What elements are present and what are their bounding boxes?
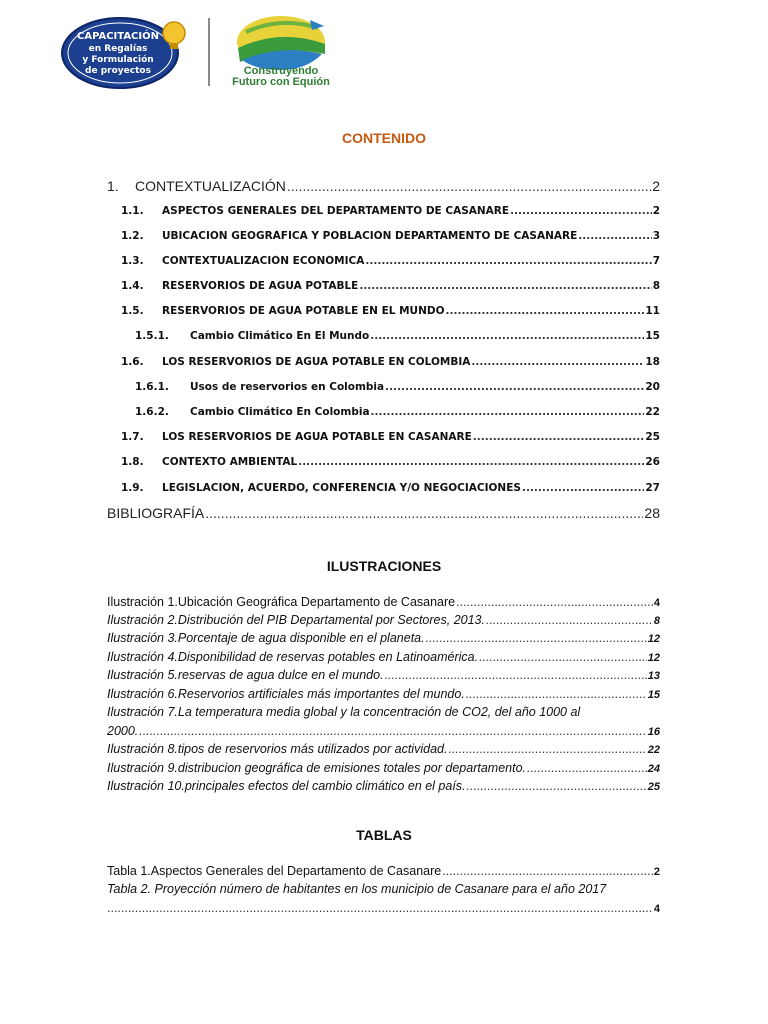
figure-entry[interactable] xyxy=(107,687,660,701)
toc-number: 1.2. xyxy=(121,230,144,242)
toc-page: 2 xyxy=(652,205,660,217)
dot-leader xyxy=(456,595,653,609)
dot-leader xyxy=(467,779,647,793)
figure-entry-continuation[interactable] xyxy=(107,724,660,738)
dot-leader xyxy=(479,650,647,664)
dot-leader xyxy=(287,178,651,194)
figure-page: 12 xyxy=(647,652,660,664)
figure-label: Ilustración 7. xyxy=(107,705,178,719)
figure-text: reservas de agua dulce en el mundo. xyxy=(177,668,384,682)
figure-label: Ilustración 6. xyxy=(107,687,178,701)
figure-text-continuation: 2000. xyxy=(107,724,139,738)
toc-title: Usos de reservorios en Colombia xyxy=(190,381,385,393)
dot-leader xyxy=(359,280,651,292)
logo-left-line1: CAPACITACIÓN xyxy=(76,31,160,42)
dot-leader xyxy=(446,305,645,317)
figure-page: 13 xyxy=(647,670,660,682)
dot-leader xyxy=(486,613,653,627)
toc-title: LEGISLACIÓN, ACUERDO, CONFERENCIA Y/O NEGOCIACIONES xyxy=(162,482,521,494)
table-page: 4 xyxy=(653,903,660,915)
toc-number: 1.6. xyxy=(121,356,144,368)
figure-text: principales efectos del cambio climático en el país. xyxy=(184,779,466,793)
figure-label: Ilustración 5. xyxy=(107,668,178,682)
figure-entry-first-line[interactable] xyxy=(107,705,580,719)
toc-page: 15 xyxy=(645,330,660,342)
logo-divider xyxy=(208,18,210,86)
toc-title: ASPECTOS GENERALES DEL DEPARTAMENTO DE CASANARE xyxy=(162,205,510,217)
figure-text: Reservorios artificiales más importantes del mundo. xyxy=(177,687,465,701)
equion-logo xyxy=(226,14,336,96)
toc-page: 27 xyxy=(645,482,660,494)
logo-left-line4: de proyectos xyxy=(85,66,151,76)
toc-number: 1.6.1. xyxy=(135,381,169,393)
figure-page: 16 xyxy=(647,726,660,738)
toc-entry[interactable] xyxy=(121,280,660,292)
toc-entry[interactable] xyxy=(121,356,660,368)
toc-entry[interactable] xyxy=(107,505,660,521)
dot-leader xyxy=(473,431,645,443)
figure-page: 12 xyxy=(647,633,660,645)
table-entry[interactable] xyxy=(107,864,660,878)
dot-leader xyxy=(527,761,647,775)
toc-title: RESERVORIOS DE AGUA POTABLE xyxy=(162,280,359,292)
figure-label: Ilustración 8. xyxy=(107,742,178,756)
toc-number: 1.3. xyxy=(121,255,144,267)
toc-entry[interactable] xyxy=(135,406,660,418)
toc-page: 11 xyxy=(645,305,660,317)
toc-page: 22 xyxy=(645,406,660,418)
figure-label: Ilustración 2. xyxy=(107,613,178,627)
figure-label: Ilustración 1. xyxy=(107,595,178,609)
figure-page: 25 xyxy=(647,781,660,793)
toc-number: 1. xyxy=(107,178,119,194)
toc-number: 1.5. xyxy=(121,305,144,317)
toc-entry[interactable] xyxy=(121,205,660,217)
toc-title: RESERVORIOS DE AGUA POTABLE EN EL MUNDO xyxy=(162,305,445,317)
figure-page: 8 xyxy=(653,615,660,627)
figure-text: Distribución del PIB Departamental por Sectores, 2013. xyxy=(177,613,485,627)
toc-number: 1.6.2. xyxy=(135,406,169,418)
toc-entry[interactable] xyxy=(107,178,660,194)
toc-entry[interactable] xyxy=(135,381,660,393)
figure-entry[interactable] xyxy=(107,595,660,609)
dot-leader xyxy=(365,255,651,267)
toc-title: CONTEXTO AMBIENTAL xyxy=(162,456,298,468)
toc-page: 28 xyxy=(644,505,660,521)
toc-title: UBICACIÓN GEOGRÁFICA Y POBLACIÓN DEPARTAMENTO DE CASANARE xyxy=(162,230,578,242)
toc-number: 1.7. xyxy=(121,431,144,443)
toc-number: 1.1. xyxy=(121,205,144,217)
figure-label: Ilustración 3. xyxy=(107,631,178,645)
dot-leader xyxy=(426,631,647,645)
toc-page: 2 xyxy=(652,178,660,194)
dot-leader xyxy=(522,482,644,494)
tablas-heading: TABLAS xyxy=(356,827,412,843)
toc-page: 8 xyxy=(652,280,660,292)
toc-number: 1.9. xyxy=(121,482,144,494)
figure-page: 24 xyxy=(647,763,660,775)
figure-label: Ilustración 10. xyxy=(107,779,185,793)
toc-page: 18 xyxy=(645,356,660,368)
toc-title: CONTEXTUALIZACIÓN ECONÓMICA xyxy=(162,255,365,267)
figure-entry[interactable] xyxy=(107,742,660,756)
logo-left-line2: en Regalías xyxy=(88,44,148,54)
logo-left-line3: y Formulación xyxy=(82,55,154,65)
toc-page: 3 xyxy=(652,230,660,242)
toc-entry[interactable] xyxy=(121,230,660,242)
toc-title: BIBLIOGRAFÍA xyxy=(107,505,205,521)
toc-title: LOS RESERVORIOS DE AGUA POTABLE EN CASANARE xyxy=(162,431,472,443)
dot-leader xyxy=(205,505,643,521)
toc-entry[interactable] xyxy=(121,255,660,267)
dot-leader xyxy=(298,456,644,468)
figure-page: 4 xyxy=(653,597,660,609)
dot-leader xyxy=(370,330,644,342)
toc-entry[interactable] xyxy=(135,330,660,342)
dot-leader xyxy=(371,406,645,418)
logo-right-line2: Futuro con Equión xyxy=(232,76,330,88)
figure-text: Disponibilidad de reservas potables en Latinoamérica. xyxy=(177,650,479,664)
toc-number: 1.5.1. xyxy=(135,330,169,342)
dot-leader xyxy=(510,205,652,217)
toc-page: 26 xyxy=(645,456,660,468)
figure-text: distribucion geográfica de emisiones totales por departamento. xyxy=(177,761,526,775)
figure-text: tipos de reservorios más utilizados por actividad. xyxy=(177,742,448,756)
figure-text: Ubicación Geográfica Departamento de Casanare xyxy=(177,595,456,609)
ilustraciones-heading: ILUSTRACIONES xyxy=(326,558,442,574)
table-page: 2 xyxy=(653,866,660,878)
figure-entry[interactable] xyxy=(107,650,660,664)
figure-page: 15 xyxy=(647,689,660,701)
table-label: Tabla 1. xyxy=(107,864,151,878)
figure-entry[interactable] xyxy=(107,613,660,627)
dot-leader xyxy=(107,901,653,915)
dot-leader xyxy=(385,381,644,393)
capacitacion-logo xyxy=(60,15,190,90)
toc-entry[interactable] xyxy=(121,482,660,494)
toc-title: Cambio Climático En El Mundo xyxy=(190,330,370,342)
toc-entry[interactable] xyxy=(121,456,660,468)
dot-leader xyxy=(466,687,647,701)
figure-label: Ilustración 4. xyxy=(107,650,178,664)
dot-leader xyxy=(385,668,647,682)
table-text: Aspectos Generales del Departamento de Casanare xyxy=(150,864,442,878)
figure-label: Ilustración 9. xyxy=(107,761,178,775)
table-text: Proyección número de habitantes en los municipio de Casanare para el año 2017 xyxy=(154,882,607,896)
figure-text: Porcentaje de agua disponible en el planeta. xyxy=(177,631,425,645)
toc-page: 20 xyxy=(645,381,660,393)
dot-leader xyxy=(578,230,651,242)
figure-entry[interactable] xyxy=(107,668,660,682)
toc-title: LOS RESERVORIOS DE AGUA POTABLE EN COLOMBIA xyxy=(162,356,471,368)
toc-title: Cambio Climático En Colombia xyxy=(190,406,370,418)
figure-entry[interactable] xyxy=(107,779,660,793)
toc-page: 7 xyxy=(652,255,660,267)
dot-leader xyxy=(139,724,646,738)
logo-right-line1: Construyendo xyxy=(243,65,319,77)
table-entry-first-line[interactable] xyxy=(107,882,606,896)
toc-title: CONTEXTUALIZACIÓN xyxy=(135,178,286,194)
contenido-heading: CONTENIDO xyxy=(342,130,426,146)
toc-entry[interactable] xyxy=(121,431,660,443)
toc-number: 1.4. xyxy=(121,280,144,292)
table-label: Tabla 2. xyxy=(107,882,155,896)
table-entry-continuation[interactable] xyxy=(107,901,660,915)
dot-leader xyxy=(448,742,646,756)
figure-entry[interactable] xyxy=(107,761,660,775)
figure-page: 22 xyxy=(647,744,660,756)
toc-number: 1.8. xyxy=(121,456,144,468)
toc-page: 25 xyxy=(645,431,660,443)
toc-entry[interactable] xyxy=(121,305,660,317)
figure-text: La temperatura media global y la concentración de CO2, del año 1000 al xyxy=(177,705,581,719)
dot-leader xyxy=(471,356,644,368)
dot-leader xyxy=(442,864,653,878)
figure-entry[interactable] xyxy=(107,631,660,645)
